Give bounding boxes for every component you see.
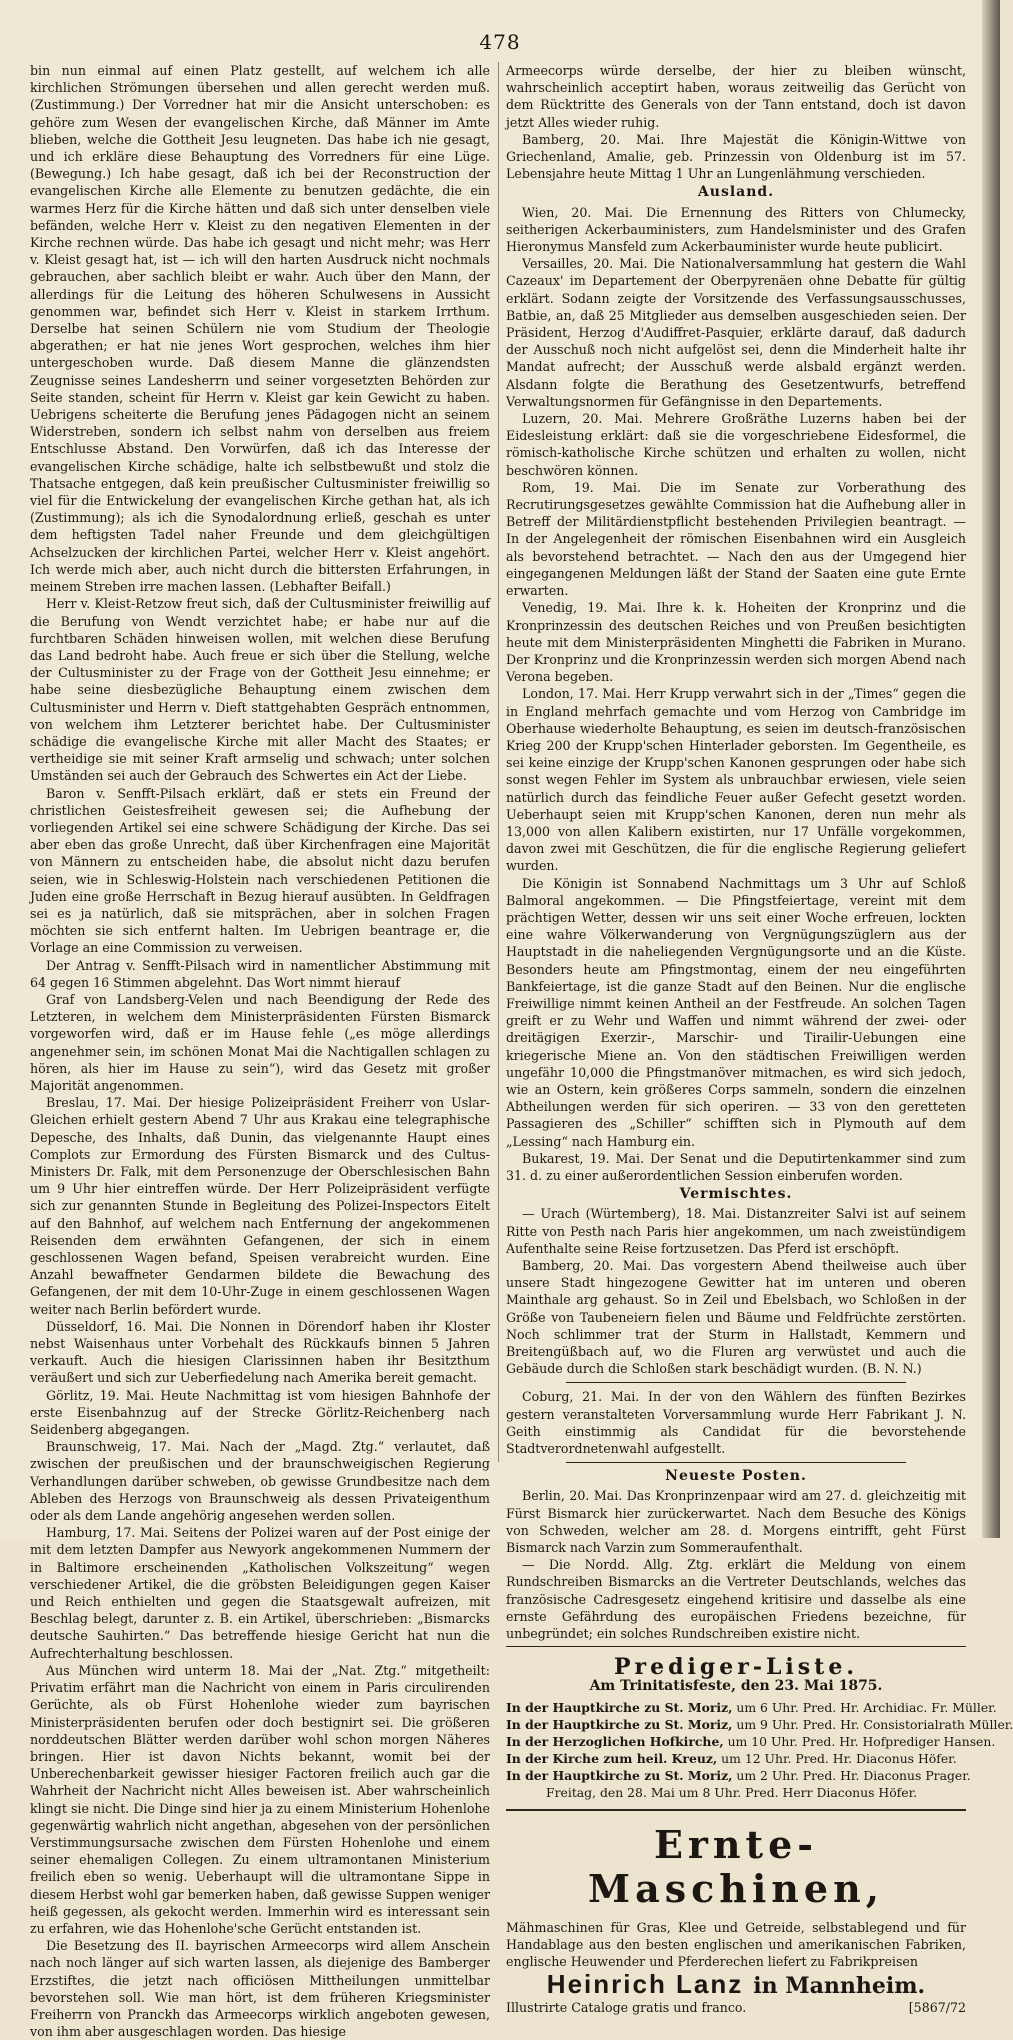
article-paragraph: Bukarest, 19. Mai. Der Senat und die Deputirtenkammer sind zum 31. d. zu einer außerordentlichen Session einberufen worden. xyxy=(506,1150,966,1183)
prediger-line xyxy=(506,1733,996,1750)
article-paragraph: Die Besetzung des II. bayrischen Armeecorps wird allem Anschein nach noch länger auf sich warten lassen, als diejenige des Bamberger Erzstiftes, die jetzt nach officiösen Mittheilungen unmittelbar bevorstehen soll. Wie man hört, ist dem früheren Kriegsminister Freiherrn von Pranckh das Armeecorps wirklich angeboten gewesen, von ihm aber ausgeschlagen worden. Das hiesige xyxy=(30,1938,490,2040)
sermon-detail: um 10 Uhr. Pred. Hr. Hofprediger Hansen. xyxy=(723,1733,996,1749)
sermon-detail: um 9 Uhr. Pred. Hr. Consistorialrath Müller. xyxy=(732,1716,1013,1732)
advert-place: in Mannheim. xyxy=(753,1972,926,1999)
advert-company: Heinrich Lanz xyxy=(546,1968,744,1999)
right-column xyxy=(506,62,1013,2015)
article-paragraph: Breslau, 17. Mai. Der hiesige Polizeipräsident Freiherr von Uslar-Gleichen erhielt gestern Abend 7 Uhr aus Krakau eine telegraphische Depesche, des Inhalts, daß Dunin, das vielgenannte Haupt eines Complots zur Ermordung des Fürsten Bismarck und des Cultus-Ministers Dr. Falk, mit dem Personenzuge der Oberschlesischen Bahn um 9 Uhr hier eintreffen würde. Der Herr Polizeipräsident verfügte sich zur genannten Stunde in Begleitung des Polizei-Inspectors Eitelt auf den Bahnhof, auf welchem nach Entfernung der angekommenen Reisenden dem erwähnten Gefangenen, der sich in einem geschlossenen Wagen befand, Speisen verabreicht wurden. Eine Anzahl bewaffneter Gendarmen bildete die Bewachung des Gefangenen, der mit dem 10-Uhr-Zuge in einem geschlossenen Wagen weiter nach Berlin befördert wurde. xyxy=(30,1095,490,1317)
advertisement xyxy=(506,1809,966,2016)
article-paragraph: Graf von Landsberg-Velen und nach Beendigung der Rede des Letzteren, in welchem dem Ministerpräsidenten Fürsten Bismarck vorgeworfen wird, daß er im Hause fehle („es möge allerdings angenehmer sein, im schönen Monat Mai die Nachtigallen schlagen zu hören, als hier im Hause zu sein“), wird das Gesetz mit großer Majorität angenommen. xyxy=(30,991,490,1093)
sermon-detail: um 2 Uhr. Pred. Hr. Diaconus Prager. xyxy=(732,1767,971,1783)
article-paragraph: Armeecorps würde derselbe, der hier zu bleiben wünscht, wahrscheinlich acceptirt haben, woraus zeitweilig das Gerücht von dem Rücktritte des Generals von der Tann entstand, doch ist davon jetzt Alles wieder ruhig. xyxy=(506,63,966,130)
column-divider xyxy=(498,62,499,1462)
advert-footer xyxy=(506,1999,966,2016)
church-name: In der Herzoglichen Hofkirche, xyxy=(506,1733,724,1749)
church-name: In der Hauptkirche zu St. Moriz, xyxy=(506,1767,733,1783)
advert-title: Ernte-Maschinen, xyxy=(588,1821,884,1911)
advert-brand xyxy=(506,1968,966,1999)
prediger-line xyxy=(506,1699,997,1716)
article-paragraph: Rom, 19. Mai. Die im Senate zur Vorberathung des Recrutirungsgesetzes gewählte Commission hat die Aufhebung aller in Betreff der Militärdienstpflicht bestehenden Privilegien beantragt. — In der Angelegenheit der römischen Eisenbahnen wird ein Ausgleich als bevorstehend betrachtet. — Nach den aus der Umgegend hier eingegangenen Meldungen läßt der Stand der Saaten eine gute Ernte erwarten. xyxy=(506,479,966,599)
church-name: In der Hauptkirche zu St. Moriz, xyxy=(506,1716,733,1732)
sermon-detail: um 12 Uhr. Pred. Hr. Diaconus Höfer. xyxy=(717,1750,957,1766)
article-paragraph: Berlin, 20. Mai. Das Kronprinzenpaar wird am 27. d. gleichzeitig mit Fürst Bismarck hier zurückerwartet. Nach dem Besuche des Königs von Schweden, welcher am 28. d. Morgens eintrifft, geht Fürst Bismarck nach Varzin zum Sommeraufenthalt. xyxy=(506,1488,966,1556)
article-paragraph: Braunschweig, 17. Mai. Nach der „Magd. Ztg.“ verlautet, daß zwischen der preußischen und der braunschweigischen Regierung Verhandlungen darüber schweben, ob gewisse Grundbesitze nach dem Ableben des Herzogs von Braunschweig als dessen Privateigenthum oder als dem Lande angehörig angesehen werden sollen. xyxy=(30,1439,490,1524)
article-paragraph: Venedig, 19. Mai. Ihre k. k. Hoheiten der Kronprinz und die Kronprinzessin des deutschen Reiches und von Preußen besichtigten heute mit dem Ministerpräsidenten Minghetti die Fabriken in Murano. Der Kronprinz und die Kronprinzessin werden sich morgen Abend nach Verona begeben. xyxy=(506,600,966,685)
article-paragraph: Aus München wird unterm 18. Mai der „Nat. Ztg.“ mitgetheilt: Privatim erfährt man die Nachricht von einem in Paris circulirenden Gerüchte, als ob Fürst Hohenlohe wieder zum bayrischen Ministerpräsidenten berufen oder doch bestignirt sei. Die größeren norddeutschen Blätter werden darüber wohl schon morgen Näheres bringen. Hier ist davon Nichts bekannt, womit bei der Unberechenbarkeit gewisser hiesiger Factoren freilich auch gar die Wahrheit der Nachricht nicht Alles beweisen ist. Aber wahrscheinlich klingt sie nicht. Die Dinge sind hier ja zu einem Ministerium Hohenlohe gegenwärtig wahrlich nicht angethan, abgesehen von der persönlichen Verstimmungsursache zwischen dem Fürsten Hohenlohe und einem seiner ehemaligen Collegen. Zu einem ultramontanen Ministerium freilich eben so wenig. Ueberhaupt will die ultramontane Sippe in diesem Herbst wohl gar bemerken haben, daß gewisse Suppen weniger heiß gegessen, als gekocht werden. Immerhin wird es interessant sein zu erfahren, wie das Hohenlohe'sche Gerücht entstanden ist. xyxy=(30,1662,490,1936)
prediger-line xyxy=(506,1784,966,1801)
advert-footer-note: Illustrirte Cataloge gratis und franco. xyxy=(506,1999,747,2015)
separator-rule xyxy=(566,1382,906,1383)
article-paragraph: Wien, 20. Mai. Die Ernennung des Ritters von Chlumecky, seitherigen Ackerbauministers, zum Handelsminister und des Grafen Hieronymus Mansfeld zum Ackerbauminister wurde heute publicirt. xyxy=(506,204,966,255)
section-heading-neueste-posten: Neueste Posten. xyxy=(665,1468,807,1485)
article-paragraph: Die Königin ist Sonnabend Nachmittags um 3 Uhr auf Schloß Balmoral angekommen. — Die Pfingstfeiertage, vereint mit dem prächtigen Wetter, dessen wir uns seit einer Woche erfreuen, lockten eine wahre Völkerwanderung von Vergnügungszüglern aus der Hauptstadt in die naheliegenden Vergnügungsorte und an die Küste. Besonders heute am Pfingstmontag, einem der neu eingeführten Bankfeiertage, ist die ganze Stadt auf den Beinen. Nur die englische Freiwillige nimmt keinen Antheil an der Festfreude. An solchen Tagen greift er zu Wehr und Waffen und nimmt während der zwei- oder dreitägigen Exerzir-, Marschir- und Tirailir-Uebungen eine kriegerische Miene an. Von den städtischen Freiwilligen werden ungefähr 10,000 die Pfingstmanöver mitmachen, es wird sich jedoch, wie an Ostern, kein größeres Corps sammeln, sondern die einzelnen Abtheilungen werden für sich operiren. — 33 von den geretteten Passagieren des „Schiller“ schifften sich in Plymouth auf dem „Lessing“ nach Hamburg ein. xyxy=(506,875,966,1149)
prediger-subtitle: Am Trinitatisfeste, den 23. Mai 1875. xyxy=(589,1678,883,1695)
article-paragraph: — Die Nordd. Allg. Ztg. erklärt die Meldung von einem Rundschreiben Bismarcks an die Vertreter Deutschlands, welches das französische Cadresgesetz eingehend kritisire und dasselbe als eine ernste Gefährdung des europäischen Friedens bezeichne, für unbegründet; ein solches Rundschreiben existire nicht. xyxy=(506,1557,966,1642)
prediger-line xyxy=(506,1767,971,1784)
section-heading-vermischtes: Vermischtes. xyxy=(679,1186,793,1203)
article-paragraph: Bamberg, 20. Mai. Das vorgestern Abend theilweise auch über unsere Stadt hingezogene Gewitter hat im unteren und oberen Mainthale arg gehaust. So in Zeil und Ebelsbach, wo Schloßen in der Größe von Taubeneiern fielen und Bäume und Feldfrüchte zerstörten. Noch schlimmer trat der Sturm in Hallstadt, Kemmern und Breitengüßbach auf, wo die Fluren arg verwüstet und auch die Gebäude durch die Schloßen stark beschädigt wurden. (B. N. N.) xyxy=(506,1258,966,1377)
article-paragraph: London, 17. Mai. Herr Krupp verwahrt sich in der „Times“ gegen die in England mehrfach gemachte und vom Herzog von Cambridge im Oberhause wiederholte Behauptung, es seien im deutsch-französischen Krieg 200 der Krupp'schen Hinterlader geborsten. Im Gegentheile, es sei keine einzige der Krupp'schen Kanonen gesprungen oder habe sich sonst wegen Fehler im System als unbrauchbar erwiesen, viele seien natürlich durch das feindliche Feuer außer Gefecht gesetzt worden. Ueberhaupt seien mit Krupp'schen Kanonen, deren nun mehr als 13,000 von allen Kalibern existirten, nur 17 Unfälle vorgekommen, davon zwei mit Geschützen, die für die englische Regierung geliefert wurden. xyxy=(506,686,966,874)
prediger-liste xyxy=(506,1646,1013,1800)
prediger-line xyxy=(506,1716,1013,1733)
sermon-detail: Freitag, den 28. Mai um 8 Uhr. Pred. Herr Diaconus Höfer. xyxy=(546,1784,918,1800)
prediger-title: Prediger-Liste. xyxy=(613,1654,858,1681)
page-edge-shadow xyxy=(982,0,1000,1538)
section-heading-ausland: Ausland. xyxy=(697,184,775,201)
sermon-detail: um 6 Uhr. Pred. Hr. Archidiac. Fr. Müller. xyxy=(732,1699,997,1715)
article-paragraph: Görlitz, 19. Mai. Heute Nachmittag ist vom hiesigen Bahnhofe der erste Eisenbahnzug auf der Strecke Görlitz-Reichenberg nach Seidenberg abgegangen. xyxy=(30,1387,490,1438)
page-number: 478 xyxy=(479,30,521,54)
article-paragraph: Düsseldorf, 16. Mai. Die Nonnen in Dörendorf haben ihr Kloster nebst Waisenhaus unter Vorbehalt des Rückkaufs binnen 5 Jahren verkauft. Auch die hiesigen Clarissinnen haben ihr Besitzthum veräußert und sich zur Ueberfiedelung nach Amerika bereit gemacht. xyxy=(30,1318,490,1386)
article-paragraph: Versailles, 20. Mai. Die Nationalversammlung hat gestern die Wahl Cazeaux' im Departement der Oberpyrenäen ohne Debatte für gültig erklärt. Sodann zeigte der Vorsitzende des Verfassungsausschusses, Batbie, an, daß 25 Mitglieder aus demselben ausgeschieden seien. Der Präsident, Herzog d'Audiffret-Pasquier, erklärte darauf, daß dadurch der Ausschuß noch nicht aufgelöst sei, denn die Minderheit halte ihr Mandat aufrecht; der Ausschuß werde alsbald ergänzt werden. Alsdann folgte die Berathung des Gesetzentwurfs, betreffend Verwaltungsnormen für Gefängnisse in den Departements. xyxy=(506,256,966,409)
prediger-line xyxy=(506,1750,966,1767)
article-paragraph: Hamburg, 17. Mai. Seitens der Polizei waren auf der Post einige der mit dem letzten Dampfer aus Newyork angekommenen Nummern der in Baltimore erscheinenden „Katholischen Volkszeitung“ wegen verschiedener Artikel, die die gröbsten Beleidigungen gegen Kaiser und Reich enthielten und gegen die Staatsgewalt aufreizen, mit Beschlag belegt, darunter z. B. ein Artikel, überschrieben: „Bismarcks deutsche Sauhirten.“ Das betreffende hiesige Gericht hat nun die Aufrechterhaltung beschlossen. xyxy=(30,1525,490,1661)
advert-reference: [5867/72 xyxy=(908,1999,966,2015)
article-paragraph: Der Antrag v. Senfft-Pilsach wird in namentlicher Abstimmung mit 64 gegen 16 Stimmen abgelehnt. Das Wort nimmt hierauf xyxy=(30,957,490,990)
left-column xyxy=(30,62,490,2040)
article-paragraph: Baron v. Senfft-Pilsach erklärt, daß er stets ein Freund der christlichen Geistesfreiheit gewesen sei; die Aufhebung der vorliegenden Artikel sei eine schwere Schädigung der Kirche. Das sei aber eben das große Unrecht, daß über Kirchenfragen eine Majorität von Männern zu entscheiden habe, die absolut nicht dazu berufen seien, wie in Schleswig-Holstein nach verschiedenen Petitionen die Juden eine große Herrschaft in Bezug hierauf ausübten. In Geldfragen sei es ja natürlich, daß sie mitsprächen, aber in solchen Fragen möchten sie sich entfernt halten. Im Uebrigen beantrage er, die Vorlage an eine Commission zu verweisen. xyxy=(30,785,490,956)
church-name: In der Hauptkirche zu St. Moriz, xyxy=(506,1699,733,1715)
article-paragraph: Coburg, 21. Mai. In der von den Wählern des fünften Bezirkes gestern veranstalteten Vorversammlung wurde Herr Fabrikant J. N. Geith einstimmig als Candidat für die bevorstehende Stadtverordnetenwahl aufgestellt. xyxy=(506,1389,966,1457)
article-paragraph: — Urach (Würtemberg), 18. Mai. Distanzreiter Salvi ist auf seinem Ritte von Pesth nach Paris hier angekommen, um nach zweistündigem Aufenthalte seine Reise fortzusetzen. Das Pferd ist erschöpft. xyxy=(506,1206,966,1256)
article-paragraph: bin nun einmal auf einen Platz gestellt, auf welchem ich alle kirchlichen Strömungen übersehen und allen gerecht werden muß. (Zustimmung.) Der Vorredner hat mir die Ansicht unterschoben: es gehöre zum Wesen der evangelischen Kirche, daß Männer im Amte blieben, welche die Gottheit Jesu leugneten. Das habe ich nie gesagt, und ich erkläre diese Behauptung des Vorredners für eine Lüge. (Bewegung.) Ich habe gesagt, daß ich bei der Reconstruction der evangelischen Kirche alle Elemente zu benutzen gedächte, die ein warmes Herz für die Kirche hätten und daß sich unter denselben viele befänden, welche Herr v. Kleist zu den negativen Elementen in der Kirche rechnen würde. Das habe ich gesagt und nicht mehr; was Herr v. Kleist gesagt hat, ist — ich will den harten Ausdruck nicht nochmals gebrauchen, aber sachlich bleibt er wahr. Auch über den Mann, der allerdings für die Leitung des höheren Schulwesens in Aussicht genommen war, befindet sich Herr v. Kleist in starkem Irrthum. Derselbe hat seinen Schülern nie vom Studium der Theologie abgerathen; er hat nie jenes Wort gesprochen, welches ihm hier untergeschoben wurde. Daß diesem Manne die glänzendsten Zeugnisse seines Landesherrn und seiner vorgesetzten Behörden zur Seite standen, scheint für Herrn v. Kleist gar kein Gewicht zu haben. Uebrigens scheiterte die Berufung jenes Pädagogen nicht an seinem Widerstreben, sondern ich selbst nahm von derselben aus freiem Entschlusse Abstand. Den Vorwürfen, daß ich das Interesse der evangelischen Kirche schädige, halte ich selbstbewußt und stolz die Thatsache entgegen, daß kein preußischer Cultusminister freiwillig so viel für die Entwickelung der evangelischen Kirche gethan hat, als ich (Zustimmung); als ich die Synodalordnung erließ, geschah es unter dem heftigsten Tadel naher Freunde und dem gleichgültigen Achselzucken der kirchlichen Partei, welcher Herr v. Kleist angehört. Ich werde mich aber, auch nicht durch die bittersten Erfahrungen, in meinem Streben irre machen lassen. (Lebhafter Beifall.) xyxy=(30,63,490,595)
article-paragraph: Bamberg, 20. Mai. Ihre Majestät die Königin-Wittwe von Griechenland, Amalie, geb. Prinzessin von Oldenburg ist im 57. Lebensjahre heute Mittag 1 Uhr an Lungenlähmung verschieden. xyxy=(506,131,966,182)
article-paragraph: Herr v. Kleist-Retzow freut sich, daß der Cultusminister freiwillig auf die Berufung von Wendt verzichtet habe; er habe nur auf die furchtbaren Schäden hinweisen wollen, mit welchen diese Berufung das Land bedroht habe. Auch freue er sich über die Stellung, welche der Cultusminister zu der Frage von der Gottheit Jesu einnehme; er habe seine diesbezügliche Behauptung einem zwischen dem Cultusminister und Herrn v. Dieft stattgehabten Gespräch entnommen, von welchem ihm Letzterer berichtet habe. Der Cultusminister schädige die evangelische Kirche mit aller Macht des Staates; er vertheidige sie mit seiner Kraft armselig und schwach; unter solchen Umständen sei auch der Gebrauch des Schwertes ein Act der Liebe. xyxy=(30,596,490,784)
church-name: In der Kirche zum heil. Kreuz, xyxy=(506,1750,718,1766)
article-paragraph: Luzern, 20. Mai. Mehrere Großräthe Luzerns haben bei der Eidesleistung erklärt: daß sie die vorgeschriebene Eidesformel, die römisch-katholische Kirche schützen und erhalten zu wollen, nicht beschwören können. xyxy=(506,411,966,478)
separator-rule xyxy=(566,1462,906,1463)
advert-text: Mähmaschinen für Gras, Klee und Getreide, selbstablegend und für Handablage aus den besten englischen und amerikanischen Fabriken, englische Heuwender und Pferderechen liefert zu Fabrikpreisen xyxy=(506,1919,966,1969)
